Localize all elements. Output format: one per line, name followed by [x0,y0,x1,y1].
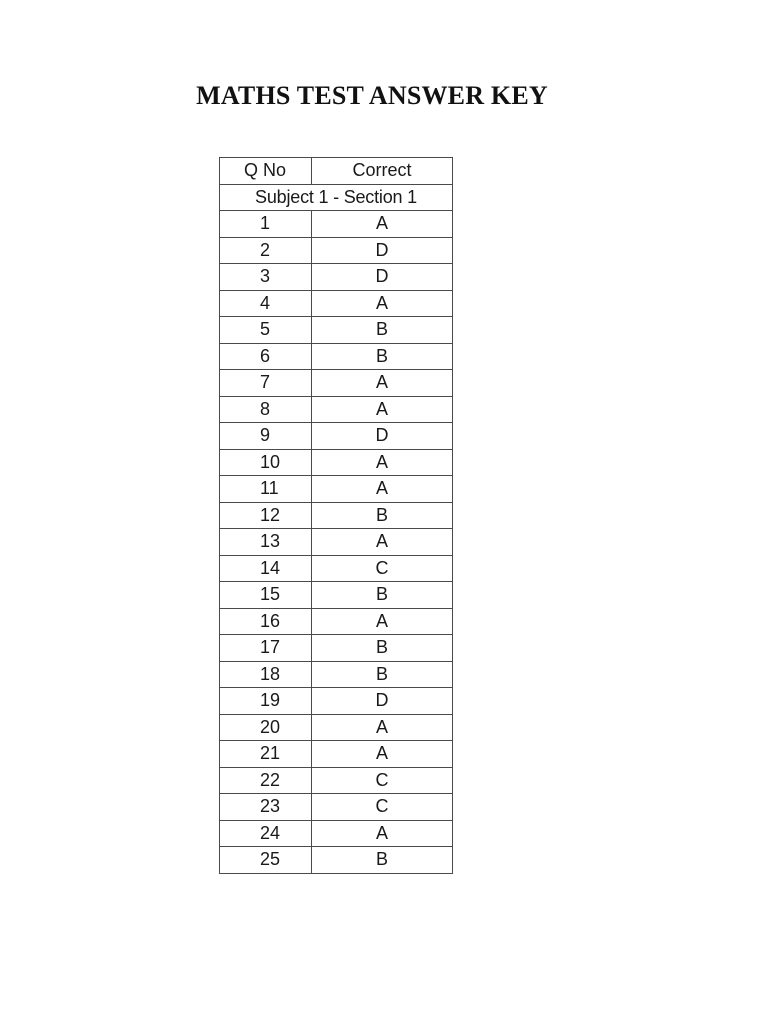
question-number-cell: 11 [220,476,312,503]
question-number-cell: 24 [220,820,312,847]
table-row [220,767,453,794]
question-number-cell: 10 [220,449,312,476]
correct-answer-cell: D [312,423,453,450]
correct-answer-cell: B [312,582,453,609]
answer-rows [220,211,453,874]
question-number-cell: 25 [220,847,312,874]
table-row [220,423,453,450]
question-number-cell: 19 [220,688,312,715]
correct-answer-cell: D [312,688,453,715]
table-row [220,794,453,821]
question-number-cell: 5 [220,317,312,344]
correct-answer-cell: A [312,608,453,635]
table-row [220,820,453,847]
correct-answer-cell: B [312,661,453,688]
correct-answer-cell: D [312,237,453,264]
question-number-cell: 1 [220,211,312,238]
question-number-cell: 13 [220,529,312,556]
column-header-correct: Correct [312,158,453,185]
table-row [220,502,453,529]
section-label: Subject 1 - Section 1 [220,184,453,211]
correct-answer-cell: A [312,290,453,317]
table-row [220,370,453,397]
question-number-cell: 2 [220,237,312,264]
table-row [220,317,453,344]
table-row [220,688,453,715]
question-number-cell: 21 [220,741,312,768]
question-number-cell: 4 [220,290,312,317]
question-number-cell: 14 [220,555,312,582]
question-number-cell: 22 [220,767,312,794]
correct-answer-cell: A [312,396,453,423]
answer-key-table [219,157,453,874]
question-number-cell: 12 [220,502,312,529]
table-row [220,635,453,662]
correct-answer-cell: A [312,529,453,556]
section-row [220,184,453,211]
correct-answer-cell: B [312,343,453,370]
table-row [220,741,453,768]
question-number-cell: 8 [220,396,312,423]
table-row [220,449,453,476]
table-row [220,211,453,238]
table-row [220,237,453,264]
question-number-cell: 15 [220,582,312,609]
correct-answer-cell: C [312,555,453,582]
correct-answer-cell: A [312,211,453,238]
table-row [220,661,453,688]
table-row [220,476,453,503]
correct-answer-cell: C [312,767,453,794]
correct-answer-cell: A [312,449,453,476]
correct-answer-cell: A [312,476,453,503]
page-title: MATHS TEST ANSWER KEY [196,81,548,111]
table-row [220,343,453,370]
table-header [220,158,453,211]
correct-answer-cell: B [312,317,453,344]
question-number-cell: 16 [220,608,312,635]
question-number-cell: 20 [220,714,312,741]
question-number-cell: 6 [220,343,312,370]
table-row [220,555,453,582]
table-row [220,847,453,874]
table-row [220,582,453,609]
question-number-cell: 3 [220,264,312,291]
header-row [220,158,453,185]
table-row [220,264,453,291]
question-number-cell: 18 [220,661,312,688]
question-number-cell: 9 [220,423,312,450]
correct-answer-cell: A [312,370,453,397]
column-header-qno: Q No [220,158,312,185]
table-row [220,396,453,423]
correct-answer-cell: A [312,714,453,741]
correct-answer-cell: B [312,847,453,874]
correct-answer-cell: B [312,635,453,662]
correct-answer-cell: B [312,502,453,529]
correct-answer-cell: A [312,820,453,847]
correct-answer-cell: D [312,264,453,291]
table-row [220,714,453,741]
table-row [220,529,453,556]
correct-answer-cell: C [312,794,453,821]
correct-answer-cell: A [312,741,453,768]
table-row [220,290,453,317]
question-number-cell: 23 [220,794,312,821]
table-row [220,608,453,635]
question-number-cell: 17 [220,635,312,662]
question-number-cell: 7 [220,370,312,397]
